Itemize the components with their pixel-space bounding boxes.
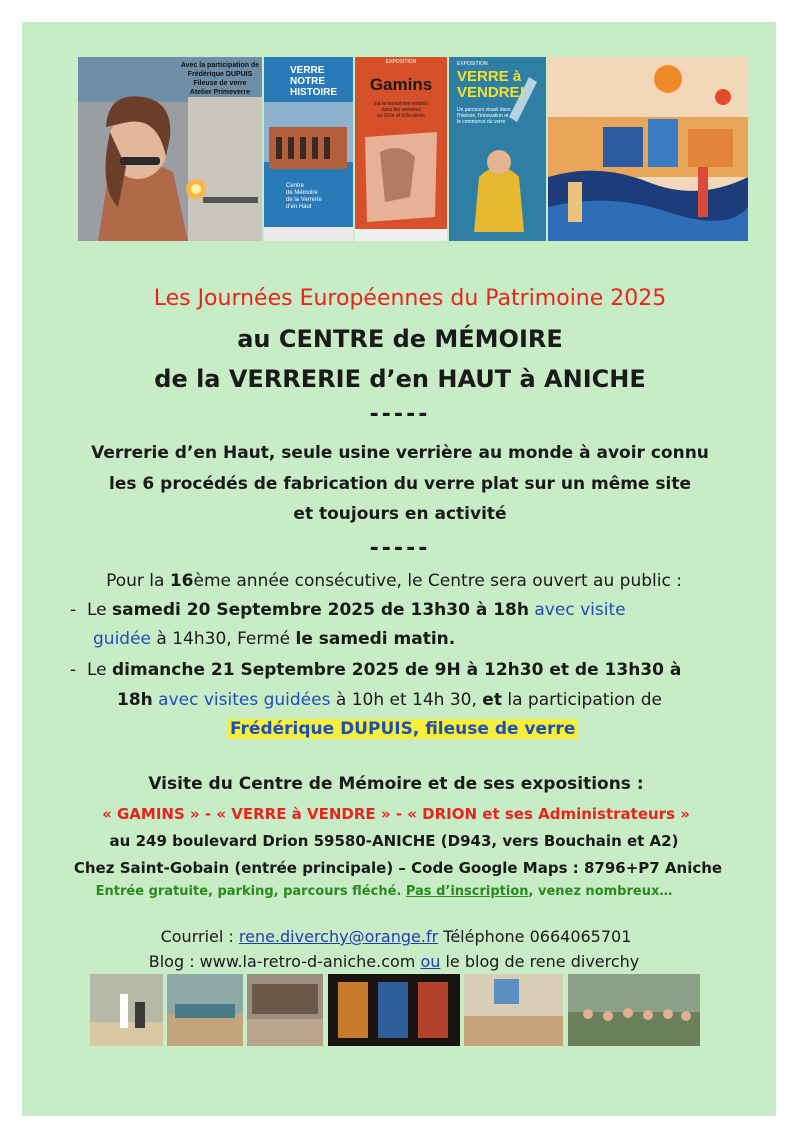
title-line: HISTOIRE xyxy=(290,87,338,98)
participant-name: Frédérique DUPUIS, fileuse de verre xyxy=(227,719,578,739)
exhibit-cases-image xyxy=(247,974,323,1046)
poster-image xyxy=(264,57,353,241)
info-text: , venez nombreux… xyxy=(528,884,673,899)
visit-heading: Visite du Centre de Mémoire et de ses expositions : xyxy=(148,774,644,794)
museum-photo-visitors xyxy=(568,974,700,1046)
subtitle-line: au XIXe et XXe siècle xyxy=(376,113,426,119)
poster-subtitle xyxy=(457,107,511,125)
sunday-hours: dimanche 21 Septembre 2025 de 9H à 12h30 et de 13h30 à xyxy=(112,660,682,680)
museum-photo-5 xyxy=(464,974,563,1046)
stained-glass-image xyxy=(328,974,460,1046)
blog-tail: le blog de rene diverchy xyxy=(440,952,640,971)
location-line: Chez Saint-Gobain (entrée principale) – Code Google Maps : 8796+P7 Aniche xyxy=(73,859,723,877)
exhibition-hall-image xyxy=(464,974,563,1046)
glassblower-photo xyxy=(78,57,262,241)
museum-photo-2 xyxy=(167,974,243,1046)
illustrated-city-poster xyxy=(548,57,748,241)
blog-ou-link[interactable]: ou xyxy=(420,952,441,971)
title-line: NOTRE xyxy=(290,76,325,87)
venue-title-line1: au CENTRE de MÉMOIRE xyxy=(237,325,563,353)
guided-visit-text: avec visite xyxy=(528,600,626,620)
no-registration: Pas d’inscription xyxy=(405,884,529,899)
caption-line: Avec la participation de xyxy=(180,62,260,69)
title-line: VERRE à xyxy=(457,68,522,85)
blog-line xyxy=(0,952,794,971)
poster-image xyxy=(355,57,447,241)
blog-label: Blog : xyxy=(148,952,200,971)
saturday-bullet xyxy=(70,600,626,620)
mail-label: Courriel : xyxy=(160,927,239,946)
closed-morning: le samedi matin. xyxy=(295,629,456,649)
exhibitions-red: « GAMINS » - « VERRE à VENDRE » - xyxy=(102,805,408,823)
subtitle-line: sur le travail des enfants xyxy=(373,101,429,107)
poster-gamins xyxy=(355,57,447,241)
exhibition-drion: « DRION et ses Administrateurs » xyxy=(407,805,690,823)
museum-interior-image xyxy=(90,974,163,1046)
sunday-bullet-cont xyxy=(117,690,662,710)
event-title: Les Journées Européennes du Patrimoine 2025 xyxy=(153,286,667,311)
email-link[interactable]: rene.diverchy@orange.fr xyxy=(238,927,439,946)
intro-line2: les 6 procédés de fabrication du verre plat sur un même site xyxy=(109,474,691,494)
title-separator: ----- xyxy=(369,402,431,427)
caption-line: Frédérique DUPUIS xyxy=(187,71,253,78)
saturday-bullet-cont xyxy=(93,629,455,649)
poster-subtitle xyxy=(286,183,322,211)
poster-small-label: EXPOSITION xyxy=(385,59,417,65)
subtitle-line: le commerce du verre xyxy=(457,119,506,125)
bullet-text: la participation de xyxy=(501,690,662,710)
exhibit-tables-image xyxy=(167,974,243,1046)
title-line: VERRE xyxy=(290,65,325,76)
sunday-end-hour: 18h xyxy=(117,690,153,710)
phone-text: Téléphone 0664065701 xyxy=(438,927,632,946)
museum-photo-1 xyxy=(90,974,163,1046)
lead-text: Pour la xyxy=(106,571,170,591)
exhibitions-list xyxy=(0,805,796,823)
poster-small-label: EXPOSITION xyxy=(457,61,488,67)
lead-count: 16 xyxy=(169,571,194,591)
venue-title-line2: de la VERRERIE d’en HAUT à ANICHE xyxy=(154,365,646,393)
bullet-dash: - xyxy=(70,660,77,680)
bullet-text: Le xyxy=(86,600,112,620)
city-illustration xyxy=(548,57,748,241)
poster-verre-notre-histoire xyxy=(264,57,353,241)
participant-highlight xyxy=(227,719,578,739)
caption-line: Atelier Primeverre xyxy=(189,89,251,96)
caption-line: Fileuse de verre xyxy=(193,80,247,87)
schedule-lead xyxy=(0,571,794,591)
intro-separator: ----- xyxy=(369,536,431,561)
guided-text: guidée xyxy=(93,629,151,649)
bullet-dash: - xyxy=(70,600,77,620)
blog-url[interactable]: www.la-retro-d-aniche.com xyxy=(199,952,416,971)
and-text: et xyxy=(482,690,502,710)
lead-text: ème année consécutive, le Centre sera ouvert au public : xyxy=(193,571,682,591)
bullet-text: à 10h et 14h 30, xyxy=(330,690,483,710)
saturday-hours: samedi 20 Septembre 2025 de 13h30 à 18h xyxy=(112,600,529,620)
museum-photo-stained-glass xyxy=(328,974,460,1046)
subtitle-line: Centre xyxy=(286,183,305,189)
subtitle-line: de Mémoire xyxy=(286,190,318,196)
subtitle-line: l'histoire, l'innovation et xyxy=(457,113,509,119)
subtitle-line: de la Verrerie xyxy=(286,197,322,203)
museum-photo-3 xyxy=(247,974,323,1046)
subtitle-line: dans les verreries xyxy=(381,107,421,113)
guided-visits-text: avec visites guidées xyxy=(152,690,331,710)
poster-title: Gamins xyxy=(369,75,433,94)
address-line: au 249 boulevard Drion 59580-ANICHE (D943, vers Bouchain et A2) xyxy=(109,832,679,850)
subtitle-line: Un parcours visuel dans xyxy=(457,107,511,113)
visitors-group-image xyxy=(568,974,700,1046)
subtitle-line: d'en Haut xyxy=(286,204,312,210)
info-text: Entrée gratuite, parking, parcours fléché. xyxy=(95,884,406,899)
contact-line xyxy=(0,927,796,946)
title-line: VENDRE! xyxy=(457,84,525,101)
visit-info xyxy=(0,884,784,899)
bullet-text: Le xyxy=(86,660,112,680)
poster-title xyxy=(457,69,525,101)
bullet-text: à 14h30, Fermé xyxy=(151,629,296,649)
glassblower-caption xyxy=(178,61,262,97)
sunday-bullet xyxy=(70,660,681,680)
poster-verre-a-vendre xyxy=(449,57,546,241)
intro-line3: et toujours en activité xyxy=(293,504,507,524)
intro-line1: Verrerie d’en Haut, seule usine verrière au monde à avoir connu xyxy=(91,443,709,463)
